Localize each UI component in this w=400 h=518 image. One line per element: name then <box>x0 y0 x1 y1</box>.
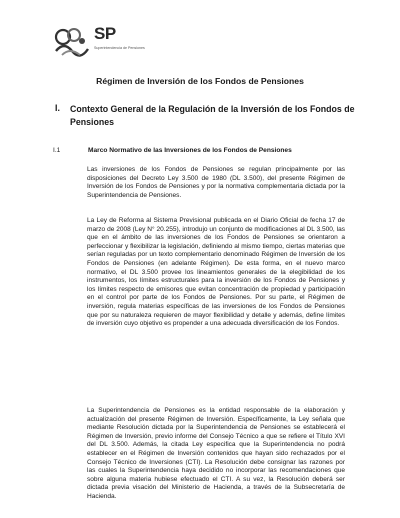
document-title: Régimen de Inversión de los Fondos de Pensiones <box>96 76 304 86</box>
subsection-title: Marco Normativo de las Inversiones de los Fondos de Pensiones <box>88 147 292 154</box>
paragraph: La Superintendencia de Pensiones es la entidad responsable de la elaboración y actualización del presente Régimen de Inversión. Específicamente, la Ley señala que mediante Resolución dictada por la Superintendencia de Pensiones se establecerá el Régimen de Inversión, previo informe del Consejo Técnico a que se refiere el Título XVI del DL 3.500. Además, la citada Ley especifica que la Superintendencia no podrá establecer en el Régimen de Inversión contenidos que hayan sido rechazados por el Consejo Técnico de Inversiones (CTI). La Resolución debe consignar las razones por las cuales la Superintendencia haya decidido no incorporar las recomendaciones que sobre alguna materia hubiese efectuado el CTI. A su vez, la Resolución deberá ser dictada previa visación del Ministerio de Hacienda, a través de la Subsecretaría de Hacienda. <box>87 407 345 500</box>
subsection-number: I.1 <box>53 147 61 154</box>
section-number: I. <box>55 103 60 113</box>
paragraph: La Ley de Reforma al Sistema Previsional publicada en el Diario Oficial de fecha 17 de marzo de 2008 (Ley N° 20.255), introdujo un conjunto de modificaciones al DL 3.500, las que en el ámbito de las inversiones de los Fondos de Pensiones se orientaron a perfeccionar y flexibilizar la legislación, definiendo al mismo tiempo, ciertas materias que serían reguladas por un texto complementario denominado Régimen de Inversión de los Fondos de Pensiones (en adelante Régimen). De esta forma, en el nuevo marco normativo, el DL 3.500 provee los lineamientos generales de la elegibilidad de los instrumentos, los límites estructurales para la inversión de los Fondos de Pensiones y los límites respecto de emisores que evitan concentración de propiedad y participación en el control por parte de los Fondos de Pensiones. Por su parte, el Régimen de inversión, regula materias específicas de las inversiones de los Fondos de Pensiones que por su naturaleza requieren de mayor flexibilidad y detalle y además, define límites de inversión cuyo objetivo es propender a una adecuada diversificación de los Fondos. <box>87 217 345 328</box>
paragraph: Las inversiones de los Fondos de Pensiones se regulan principalmente por las disposiciones del Decreto Ley 3.500 de 1980 (DL 3.500), del presente Régimen de Inversión de los Fondos de Pensiones y por la normativa complementaria dictada por la Superintendencia de Pensiones. <box>87 166 345 199</box>
logo-subtitle: Superintendencia de Pensiones <box>94 46 145 50</box>
logo-mark: SP <box>94 24 116 43</box>
section-title: Contexto General de la Regulación de la Inversión de los Fondos de Pensiones <box>70 104 355 127</box>
